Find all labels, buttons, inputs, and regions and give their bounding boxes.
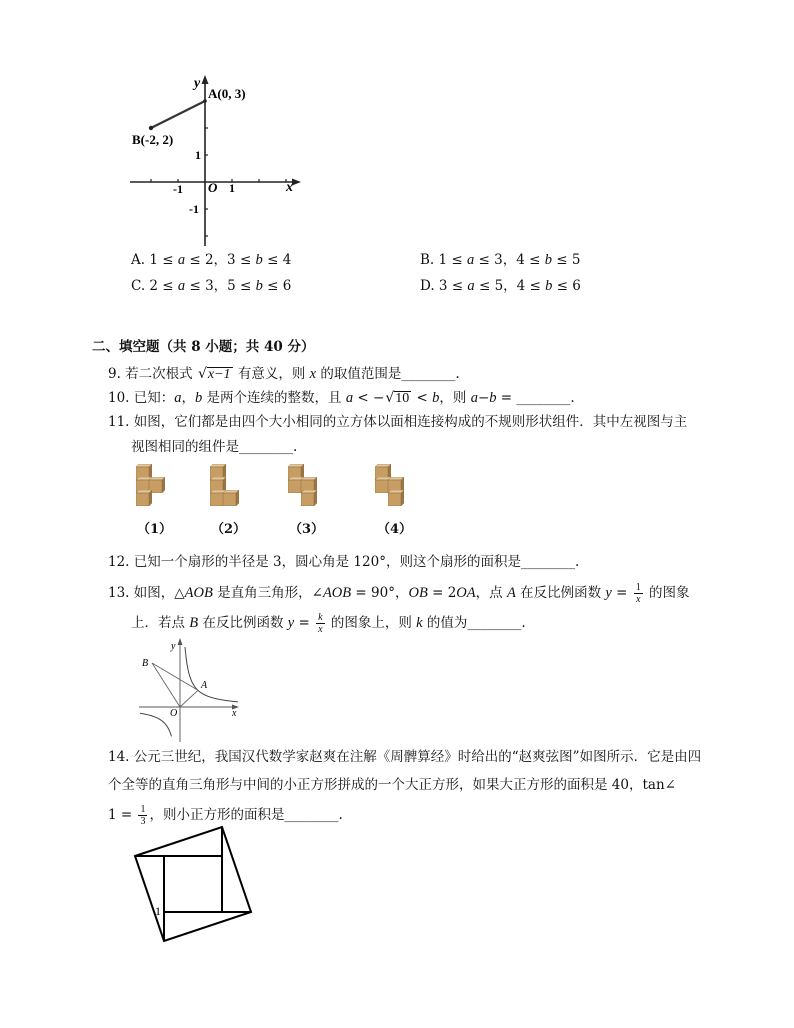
text-run: C. 2 ≤ <box>131 278 178 294</box>
math-variable: x <box>309 366 317 382</box>
option-d <box>420 278 581 294</box>
math-variable: a <box>467 252 475 268</box>
text-run: D. 3 ≤ <box>420 278 468 294</box>
origin-label: O <box>170 708 178 719</box>
cube-component-3 <box>285 462 321 508</box>
option-a <box>131 252 291 268</box>
text-run: < − <box>353 390 385 406</box>
point-a-label: A <box>201 680 208 691</box>
text-run: 是两个连续的整数，且 <box>202 390 346 406</box>
denominator: x <box>318 624 323 635</box>
text-run: = <box>611 585 632 601</box>
text-run: ≤ 6 <box>552 278 581 294</box>
math-variable: y <box>287 615 295 631</box>
text-run: ≤ 5 <box>551 252 581 268</box>
radicand: x−1 <box>207 367 231 382</box>
segment-oa <box>180 690 198 707</box>
cube <box>223 490 239 506</box>
square-root <box>198 367 233 382</box>
cube <box>136 490 152 506</box>
cube-label-2: （2） <box>211 522 247 537</box>
text-run: 的图象 <box>644 585 690 601</box>
text-run: 有意义，则 <box>233 366 310 382</box>
math-variable: B <box>189 615 199 631</box>
math-variable: a <box>470 390 478 406</box>
point-b-label: B <box>142 658 149 669</box>
numerator: 1 <box>140 804 146 815</box>
cube <box>388 490 404 506</box>
text-run: 11. 如图，它们都是由四个大小相同的立方体以面相连接构成的不规则形状组件．其中左视图与主 <box>108 414 688 430</box>
text-run: 是直角三角形，∠ <box>212 585 323 601</box>
fraction <box>634 582 643 605</box>
origin-label: O <box>208 180 218 195</box>
math-variable: b <box>195 390 203 406</box>
text-run: 10. 已知： <box>108 390 175 406</box>
point-a-label: A(0, 3) <box>208 86 246 101</box>
cube-label-1: （1） <box>137 522 173 537</box>
math-variable: b <box>255 252 263 268</box>
question-13-line-2 <box>131 612 526 635</box>
text-run: ，则 <box>439 390 471 406</box>
q8-coordinate-graph <box>120 70 310 250</box>
text-run: 9. 若二次根式 <box>108 366 197 382</box>
zhao-shuang-diagram <box>130 822 260 947</box>
math-variable: y <box>605 585 612 601</box>
text-run: ≤ 3，4 ≤ <box>474 252 545 268</box>
text-run: = ________. <box>496 390 575 406</box>
point-a <box>203 99 207 103</box>
math-variable: a <box>177 278 186 294</box>
segment-ab <box>151 101 205 128</box>
text-run: < <box>412 390 433 406</box>
x-axis-label: x <box>286 180 293 195</box>
math-variable: b <box>255 278 263 294</box>
cube-label-4: （4） <box>377 522 413 537</box>
text-run: ≤ 4 <box>262 252 292 268</box>
numerator: 1 <box>635 582 641 593</box>
text-run: A. 1 ≤ <box>131 252 178 268</box>
point-b-label: B(-2, 2) <box>132 132 174 147</box>
math-variable: OB <box>408 585 428 601</box>
math-variable: A <box>506 585 516 601</box>
cube-component-4 <box>372 462 408 508</box>
text-run: 13. 如图，△ <box>108 585 185 601</box>
text-run: 1 = <box>108 807 137 823</box>
option-b <box>420 252 580 268</box>
text-run: ≤ 3，5 ≤ <box>185 278 256 294</box>
segment-bo <box>152 663 180 707</box>
text-run: 上．若点 <box>131 615 190 631</box>
cube-component-2 <box>207 462 243 508</box>
question-13-line-1 <box>108 582 690 605</box>
text-run: 的值为________. <box>422 615 526 631</box>
question-10 <box>108 390 575 406</box>
math-variable: b <box>432 390 440 406</box>
q13-hyperbola-graph <box>135 635 245 745</box>
option-c <box>131 278 291 294</box>
math-variable: b <box>545 278 553 294</box>
question-9 <box>108 366 460 382</box>
text-run: = <box>294 615 315 631</box>
text-run: 14. 公元三世纪，我国汉代数学家赵爽在注解《周髀算经》时给出的“赵爽弦图”如图所示．它是由四 <box>108 749 702 765</box>
math-variable: b <box>489 390 497 406</box>
text-run: = 2 <box>427 585 457 601</box>
angle-1-label: 1 <box>155 904 161 918</box>
question-11-line-2 <box>131 439 297 455</box>
text-run: ≤ 6 <box>262 278 292 294</box>
text-run: ≤ 5，4 ≤ <box>474 278 546 294</box>
radicand: 10 <box>395 391 410 406</box>
numerator: k <box>318 612 323 623</box>
question-12 <box>108 554 579 570</box>
x-tick-label-neg1: -1 <box>173 182 183 196</box>
math-variable: AOB <box>184 585 213 601</box>
text-run: 个全等的直角三角形与中间的小正方形拼成的一个大正方形，如果大正方形的面积是 40，tan∠ <box>108 777 676 793</box>
y-axis-arrow <box>178 638 183 645</box>
denominator: 3 <box>140 816 146 827</box>
point-b <box>149 126 153 130</box>
text-run: ，则小正方形的面积是________. <box>149 807 343 823</box>
math-variable: a <box>177 252 186 268</box>
segment-ba <box>152 663 198 690</box>
radical-sign: √ <box>197 366 207 382</box>
math-variable: b <box>544 252 552 268</box>
hyperbola-branch-first-quadrant <box>185 647 238 702</box>
question-14-line-2 <box>108 777 676 793</box>
math-variable: OA <box>456 585 476 601</box>
text-run: − <box>477 390 490 406</box>
text-run: 在反比例函数 <box>198 615 288 631</box>
text-run: 在反比例函数 <box>515 585 606 601</box>
x-axis-arrow <box>292 179 301 186</box>
math-variable: AOB <box>322 585 352 601</box>
math-variable: a <box>345 390 354 406</box>
text-run: ≤ 2，3 ≤ <box>185 252 256 268</box>
math-variable: a <box>174 390 182 406</box>
text-run: B. 1 ≤ <box>420 252 467 268</box>
text-run: ， <box>181 390 196 406</box>
text-run: = 90°， <box>351 585 409 601</box>
outer-square <box>135 827 251 941</box>
y-tick-label-1: 1 <box>195 148 201 162</box>
question-14-line-1 <box>108 749 701 765</box>
cube <box>301 490 317 506</box>
cube-component-1 <box>133 462 169 508</box>
cube-label-3: （3） <box>289 522 325 537</box>
denominator: x <box>636 594 641 605</box>
y-axis-arrow <box>202 75 209 84</box>
question-11-line-1 <box>108 414 687 430</box>
text-run: 视图相同的组件是________. <box>131 439 298 455</box>
fraction <box>316 612 324 635</box>
text-run: 的取值范围是________. <box>316 366 460 382</box>
text-run: 的图象上，则 <box>326 615 417 631</box>
math-variable: a <box>467 278 475 294</box>
hyperbola-branch-third-quadrant <box>140 713 172 736</box>
x-tick-label-1: 1 <box>229 181 235 195</box>
x-axis-label: x <box>232 708 237 719</box>
radical-sign: √ <box>385 390 395 406</box>
text-run: 12. 已知一个扇形的半径是 3，圆心角是 120°，则这个扇形的面积是________. <box>108 554 580 570</box>
section-title: 二、填空题（共 8 小题；共 40 分） <box>92 339 315 355</box>
y-tick-label-neg1: -1 <box>189 202 199 216</box>
y-axis-label: y <box>171 641 176 652</box>
y-axis-label: y <box>194 76 201 91</box>
text-run: ，点 <box>475 585 507 601</box>
square-root <box>385 391 411 406</box>
math-variable: k <box>416 615 423 631</box>
